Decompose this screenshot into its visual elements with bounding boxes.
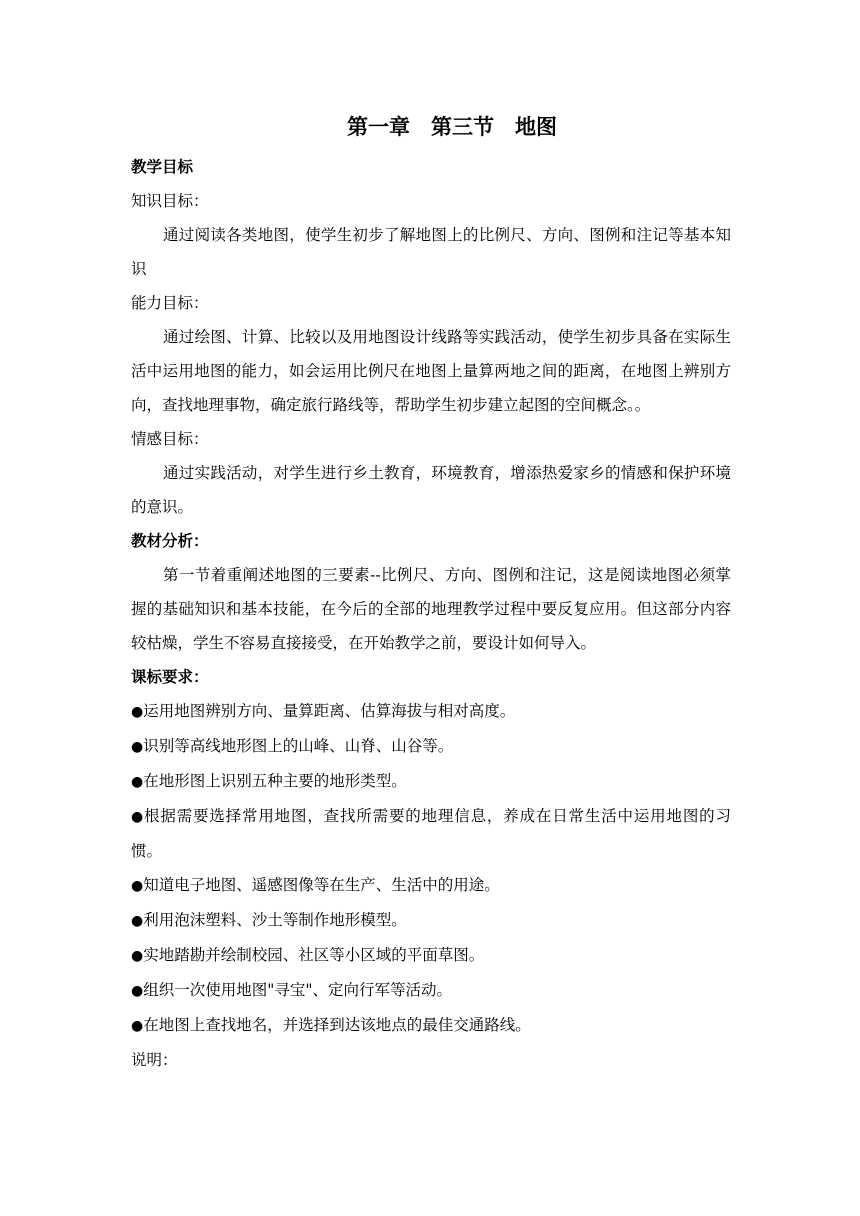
page-title: 第一章 第三节 地图 [347, 115, 557, 139]
curriculum-item-text: 在地图上查找地名，并选择到达该地点的最佳交通路线。 [143, 1016, 531, 1034]
curriculum-item [131, 799, 731, 868]
ability-goal-text: 通过绘图、计算、比较以及用地图设计线路等实践活动，使学生初步具备在实际生活中运用地图的能力，如会运用比例尺在地图上量算两地之间的距离，在地图上辨别方向，查找地理事物，确定旅行路线等，帮助学生初步建立起图的空间概念。。 [131, 328, 731, 414]
bullet-icon: ● [131, 983, 144, 999]
bullet-icon: ● [131, 948, 144, 964]
teaching-goals-heading: 教学目标 [131, 158, 194, 176]
bullet-icon: ● [131, 878, 144, 894]
knowledge-goal-text: 通过阅读各类地图，使学生初步了解地图上的比例尺、方向、图例和注记等基本知识 [131, 226, 731, 278]
bullet-icon: ● [131, 774, 144, 790]
curriculum-item-text: 在地形图上识别五种主要的地形类型。 [143, 772, 407, 790]
bullet-icon: ● [131, 913, 144, 929]
curriculum-item-text: 组织一次使用地图"寻宝"、定向行军等活动。 [143, 981, 452, 999]
curriculum-item-text: 运用地图辨别方向、量算距离、估算海拔与相对高度。 [143, 702, 516, 720]
bullet-icon: ● [131, 739, 144, 755]
curriculum-heading: 课标要求： [131, 668, 209, 686]
curriculum-item [131, 694, 731, 729]
curriculum-item [131, 764, 731, 799]
curriculum-item [131, 1008, 731, 1043]
ability-goal-label: 能力目标： [131, 294, 209, 312]
material-analysis-heading: 教材分析： [131, 532, 209, 550]
curriculum-item [131, 868, 731, 903]
curriculum-item-text: 根据需要选择常用地图，查找所需要的地理信息，养成在日常生活中运用地图的习惯。 [131, 807, 731, 860]
bullet-icon: ● [131, 1018, 144, 1034]
curriculum-item [131, 938, 731, 973]
curriculum-list [131, 694, 731, 1043]
notes-label: 说明： [131, 1051, 178, 1069]
emotion-goal-label: 情感目标： [131, 430, 209, 448]
curriculum-item [131, 973, 731, 1008]
curriculum-item-text: 识别等高线地形图上的山峰、山脊、山谷等。 [143, 737, 454, 755]
curriculum-item [131, 903, 731, 938]
document-page [131, 112, 731, 1077]
curriculum-item-text: 实地踏勘并绘制校园、社区等小区域的平面草图。 [143, 946, 485, 964]
knowledge-goal-label: 知识目标： [131, 192, 209, 210]
curriculum-item [131, 729, 731, 764]
emotion-goal-text: 通过实践活动，对学生进行乡土教育，环境教育，增添热爱家乡的情感和保护环境的意识。 [131, 464, 731, 516]
bullet-icon: ● [131, 809, 145, 825]
curriculum-item-text: 利用泡沫塑料、沙土等制作地形模型。 [143, 911, 407, 929]
curriculum-item-text: 知道电子地图、遥感图像等在生产、生活中的用途。 [143, 876, 500, 894]
bullet-icon: ● [131, 704, 144, 720]
material-analysis-text: 第一节着重阐述地图的三要素--比例尺、方向、图例和注记，这是阅读地图必须掌握的基础知识和基本技能，在今后的全部的地理教学过程中要反复应用。但这部分内容较枯燥，学生不容易直接接受，在开始教学之前，要设计如何导入。 [131, 566, 731, 652]
